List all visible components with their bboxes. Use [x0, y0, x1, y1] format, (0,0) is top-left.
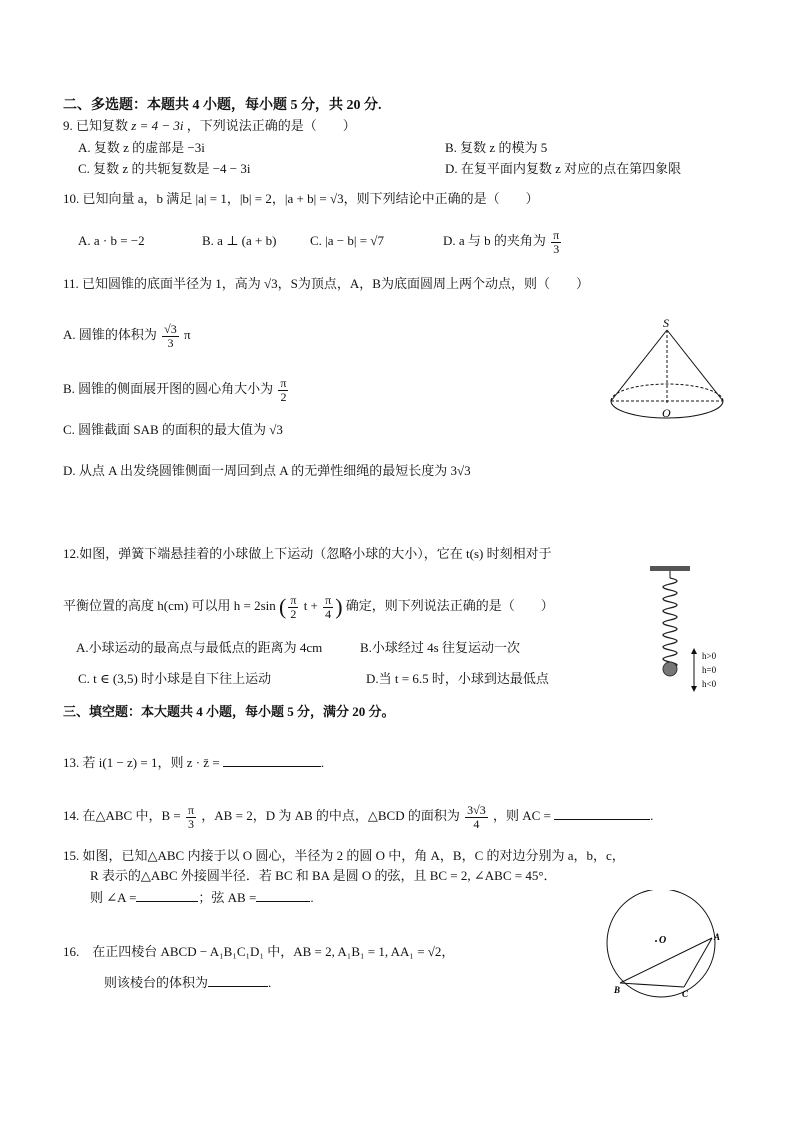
circle-label-a: A: [714, 932, 721, 942]
q10-option-d-fraction: [551, 229, 561, 256]
question-16-line2: [104, 974, 271, 991]
q10-option-c: C. |a − b| = √7: [310, 233, 384, 248]
fraction-numerator: √3: [164, 321, 177, 336]
fraction-numerator: 3√3: [467, 802, 486, 817]
circle-figure: [598, 890, 734, 1002]
q16-end: .: [268, 975, 272, 990]
q9-option-c: C. 复数 z 的共轭复数是 −4 − 3i: [78, 161, 251, 176]
q12-formula-suffix: 确定，则下列说法正确的是（ ）: [345, 598, 554, 613]
q15-chord-ab-blank[interactable]: [256, 889, 310, 902]
q12-option-b: B.小球经过 4s 往复运动一次: [360, 640, 520, 655]
q12-option-a: A.小球运动的最高点与最低点的距离为 4cm: [76, 640, 323, 655]
q16-text: 则该棱台的体积为: [104, 975, 209, 990]
question-13: [63, 754, 324, 771]
spring-label-h-negative: h<0: [702, 679, 717, 689]
q9-option-b: B. 复数 z 的模为 5: [445, 140, 548, 155]
fraction-denominator: 2: [280, 389, 287, 404]
q15-end: .: [310, 890, 314, 905]
q12-fraction-1: [288, 594, 298, 621]
section-title-fill-in: 三、填空题：本大题共 4 小题，每小题 5 分，满分 20 分。: [63, 704, 395, 719]
q14-fraction-area: [465, 804, 488, 831]
question-15-line3: [90, 889, 314, 906]
q13-answer-blank[interactable]: [223, 754, 321, 767]
fraction-denominator: 2: [290, 606, 297, 621]
q14-middle: ，AB = 2，D 为 AB 的中点，△BCD 的面积为: [201, 808, 460, 823]
q11-option-b-text: B. 圆锥的侧面展开图的圆心角大小为: [63, 381, 274, 396]
q11-option-c: C. 圆锥截面 SAB 的面积的最大值为 √3: [63, 422, 283, 437]
q12-paren-open: (: [279, 594, 287, 620]
q15-angle-a-blank[interactable]: [136, 889, 198, 902]
question-11-stem: 11. 已知圆锥的底面半径为 1，高为 √3，S为顶点，A，B为底面圆周上两个动点，则（ ）: [63, 276, 589, 291]
q9-option-d: D. 在复平面内复数 z 对应的点在第四象限: [445, 161, 682, 176]
question-16-line1: 16. 在正四棱台 ABCD − A₁B₁C₁D₁ 中，AB = 2, A₁B₁ = 1, AA₁ = √2，: [63, 944, 455, 959]
fraction-denominator: 3: [188, 816, 195, 831]
question-9-stem: [63, 118, 356, 134]
question-10-stem: 10. 已知向量 a，b 满足 |a| = 1，|b| = 2，|a + b| = √3，则下列结论中正确的是（ ）: [63, 191, 539, 206]
fraction-denominator: 3: [167, 335, 174, 350]
section-title-multiple-choice: 二、多选题：本题共 4 小题，每小题 5 分，共 20 分.: [63, 98, 382, 113]
q11-option-a-text: A. 圆锥的体积为: [63, 327, 157, 342]
spring-ball: [663, 662, 677, 676]
circle-label-c: C: [682, 989, 689, 999]
spring-axis-arrow-down: [691, 686, 697, 692]
q14-end: .: [650, 808, 654, 823]
question-12-line2: [63, 586, 554, 627]
q14-fraction-angle: [186, 804, 196, 831]
fraction-numerator: π: [290, 592, 297, 607]
q15-chord-ab-label: ；弦 AB =: [198, 890, 257, 905]
q12-formula-prefix: 平衡位置的高度 h(cm) 可以用 h = 2sin: [63, 598, 276, 613]
q12-fraction-2: [323, 594, 333, 621]
q9-option-a: A. 复数 z 的虚部是 −3i: [78, 140, 205, 155]
q11-option-a-fraction: [162, 323, 179, 350]
question-12-line1: 12.如图，弹簧下端悬挂着的小球做上下运动（忽略小球的大小），它在 t(s) 时刻相对于: [63, 546, 552, 561]
fraction-denominator: 4: [473, 816, 480, 831]
q12-option-c: C. t ∈ (3,5) 时小球是自下往上运动: [78, 671, 272, 686]
q14-prefix: 14. 在△ABC 中，B =: [63, 808, 181, 823]
q13-text: 13. 若 i(1 − z) = 1，则 z · z̄ =: [63, 755, 220, 770]
q12-paren-close: ): [335, 594, 343, 620]
q11-option-b: [63, 372, 290, 406]
q13-end: .: [320, 755, 325, 770]
q9-stem-expression: z = 4 − 3i: [131, 118, 184, 133]
fraction-numerator: π: [187, 802, 195, 817]
question-14: [63, 798, 653, 834]
spring-ceiling: [650, 566, 690, 571]
fraction-denominator: 4: [325, 606, 332, 621]
q9-stem-suffix: ，下列说法正确的是（ ）: [186, 118, 356, 133]
cone-right-edge: [667, 330, 723, 401]
q11-option-a-pi: π: [183, 327, 191, 342]
circle-label-b: B: [614, 985, 621, 995]
spring-label-h-zero: h=0: [702, 665, 717, 675]
fraction-numerator: π: [553, 227, 560, 242]
center-point-o: [655, 940, 657, 942]
q14-suffix: ，则 AC =: [492, 808, 551, 823]
q10-option-d-text: D. a 与 b 的夹角为: [443, 233, 546, 248]
q9-stem-prefix: 9. 已知复数: [63, 118, 129, 133]
spring-axis-arrow-up: [691, 648, 697, 654]
q11-option-b-fraction: [278, 377, 288, 404]
spring-label-h-positive: h>0: [702, 651, 717, 661]
fraction-numerator: π: [325, 592, 332, 607]
cone-figure: [606, 314, 730, 424]
q12-formula-mid: t +: [303, 598, 318, 613]
q10-option-b: B. a ⊥ (a + b): [202, 233, 277, 248]
cone-label-s: S: [663, 316, 669, 330]
q16-answer-blank[interactable]: [208, 974, 268, 987]
fraction-denominator: 3: [553, 241, 560, 256]
q14-answer-blank[interactable]: [554, 807, 650, 820]
q11-option-a: [63, 318, 191, 352]
question-15-line2: R 表示的△ABC 外接圆半径．若 BC 和 BA 是圆 O 的弦，且 BC = 2, ∠ABC = 45°．: [90, 868, 557, 883]
spring-coil: [663, 578, 677, 668]
spring-figure: [642, 562, 732, 696]
cone-left-edge: [611, 330, 667, 401]
q10-option-d: [443, 226, 563, 256]
q11-option-d: D. 从点 A 出发绕圆锥侧面一周回到点 A 的无弹性细绳的最短长度为 3√3: [63, 463, 471, 478]
question-15-line1: 15. 如图，已知△ABC 内接于以 O 圆心，半径为 2 的圆 O 中，角 A，B，C 的对边分别为 a，b，c，: [63, 848, 625, 863]
q12-option-d: D.当 t = 6.5 时，小球到达最低点: [366, 671, 549, 686]
q10-option-a: A. a · b = −2: [78, 233, 145, 248]
q15-angle-a-label: 则 ∠A =: [90, 890, 137, 905]
circle-label-o: O: [659, 935, 667, 946]
fraction-numerator: π: [280, 375, 287, 390]
cone-label-o: O: [662, 406, 671, 420]
